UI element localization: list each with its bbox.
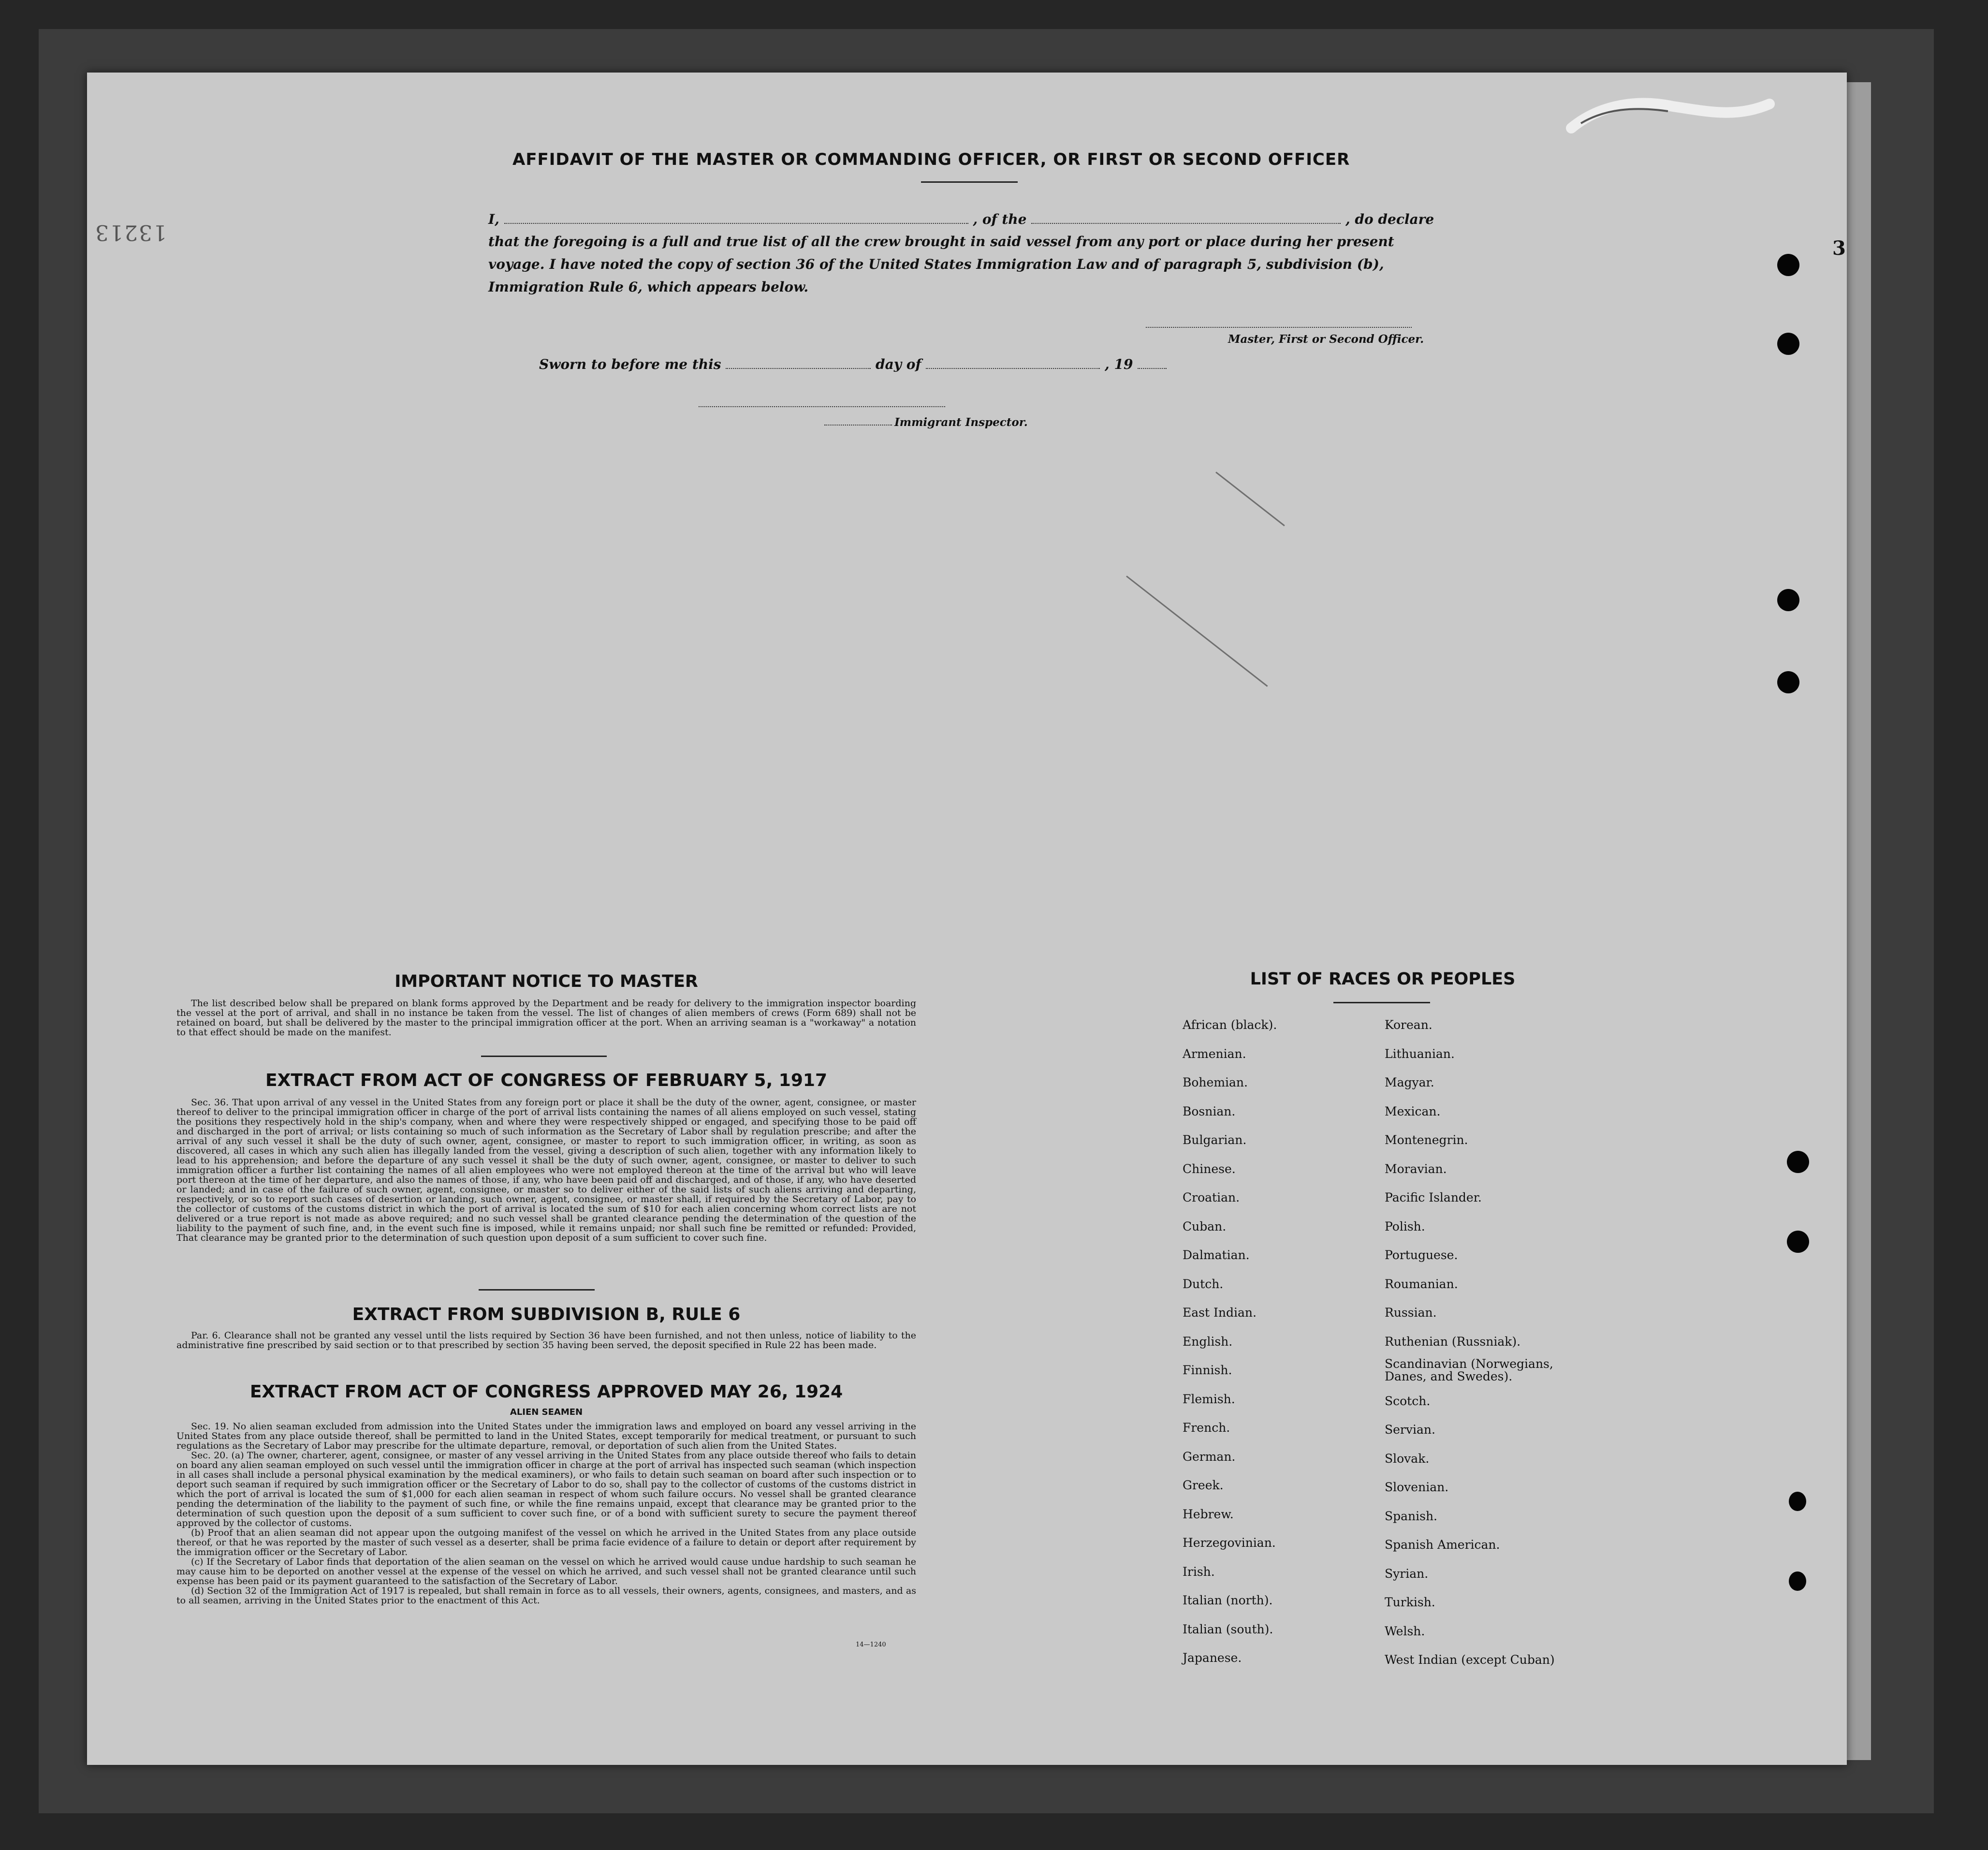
label-of-the: , of the <box>973 211 1027 227</box>
race-item: African (black). <box>1183 1018 1277 1032</box>
affidavit-title: AFFIDAVIT OF THE MASTER OR COMMANDING OFFICER, OR FIRST OR SECOND OFFICER <box>512 150 1350 169</box>
race-item: Cuban. <box>1183 1219 1227 1233</box>
race-item: Turkish. <box>1385 1595 1435 1609</box>
races-title: LIST OF RACES OR PEOPLES <box>1250 969 1516 989</box>
notice-text: The list described below shall be prepared on blank forms approved by the Department and be ready for delivery to the immigration inspector boarding the vessel at the port of arrival, and shall in no instance be taken from the vessel. The list of changes of alien members of crews (Form 689) shall not be retained on board, but shall be delivered by the master to the principal immigration officer at the port. When an arriving seaman is a "workaway" a notation to that effect should be made on the manifest. <box>176 998 916 1038</box>
race-item: Italian (south). <box>1183 1622 1273 1636</box>
race-item: Welsh. <box>1385 1624 1425 1638</box>
races-left-column <box>1183 1011 1277 1673</box>
race-item: Chinese. <box>1183 1161 1236 1176</box>
race-item: Pacific Islander. <box>1385 1190 1482 1204</box>
extract-1924-body <box>176 1422 916 1605</box>
race-item: Greek. <box>1183 1478 1224 1492</box>
race-item: Bulgarian. <box>1183 1133 1247 1147</box>
race-item: Russian. <box>1385 1306 1437 1320</box>
punch-hole <box>1789 1492 1806 1511</box>
race-item: Servian. <box>1385 1423 1435 1437</box>
race-item: Bohemian. <box>1183 1075 1248 1089</box>
race-item: Mexican. <box>1385 1104 1441 1118</box>
extract-1924-title: EXTRACT FROM ACT OF CONGRESS APPROVED MAY 26, 1924 <box>249 1382 843 1402</box>
race-item: German. <box>1183 1449 1236 1464</box>
extract-rule6-text: Par. 6. Clearance shall not be granted any vessel until the lists required by Section 36 have been furnished, and not then unless, notice of liability to the administrative fine prescribed by said section or to that prescribed by section 35 having been served, the deposit specified in Rule 22 has been made. <box>176 1330 916 1351</box>
punch-hole <box>1787 1231 1809 1253</box>
race-item: Spanish. <box>1385 1509 1438 1523</box>
inspector-signature-blank <box>699 406 945 407</box>
page-number: 3 <box>1832 237 1846 260</box>
signature-label: Master, First or Second Officer. <box>1228 333 1424 346</box>
race-item: Portuguese. <box>1385 1248 1458 1262</box>
punch-hole <box>1777 333 1799 355</box>
race-item: Irish. <box>1183 1564 1215 1579</box>
paper-tear-mark <box>1562 85 1779 138</box>
inspector-signature-blank-2 <box>824 425 892 426</box>
race-item: Bosnian. <box>1183 1104 1236 1118</box>
race-item: Magyar. <box>1385 1075 1434 1089</box>
race-item: Polish. <box>1385 1219 1425 1233</box>
punch-hole <box>1777 254 1799 276</box>
race-item: Flemish. <box>1183 1392 1235 1406</box>
race-item: French. <box>1183 1421 1230 1435</box>
year-label: , 19 <box>1105 356 1133 372</box>
form-number: 14—1240 <box>856 1641 886 1648</box>
race-item: Scotch. <box>1385 1394 1431 1408</box>
race-item: Slovenian. <box>1385 1480 1449 1494</box>
race-item: East Indian. <box>1183 1306 1257 1320</box>
race-item: Scandinavian (Norwegians, Danes, and Swedes). <box>1385 1357 1553 1383</box>
race-item: Montenegrin. <box>1385 1133 1468 1147</box>
affidavit-line-1 <box>488 211 1434 227</box>
extract-1924-paragraph: Sec. 19. No alien seaman excluded from admission into the United States under the immigration laws and employed on board any vessel arriving in the United States from any place outside thereof, shall be permitted to land in the United States, except temporarily for medical treatment, or pursuant to such regulations as the Secretary of Labor may prescribe for the ultimate departure, removal, or deportation of such alien from the United States. <box>176 1421 916 1451</box>
extract-1917-title: EXTRACT FROM ACT OF CONGRESS OF FEBRUARY 5, 1917 <box>265 1071 828 1090</box>
extract-rule6-title: EXTRACT FROM SUBDIVISION B, RULE 6 <box>352 1305 741 1324</box>
race-item: Korean. <box>1385 1018 1433 1032</box>
extract-1924-subtitle: ALIEN SEAMEN <box>510 1407 583 1417</box>
affidavit-line-3: voyage. I have noted the copy of section 36 of the United States Immigration Law and of paragraph 5, subdivision (b), <box>488 256 1384 272</box>
year-blank <box>1138 357 1167 369</box>
affidavit-line-4: Immigration Rule 6, which appears below. <box>488 279 809 295</box>
race-item: Hebrew. <box>1183 1507 1234 1521</box>
signature-blank <box>1146 327 1412 328</box>
punch-hole <box>1789 1571 1806 1591</box>
label-i: I, <box>488 211 499 227</box>
margin-stamp: 13213 <box>94 220 167 245</box>
extract-1924-paragraph: (c) If the Secretary of Labor finds that deportation of the alien seaman on the vessel on which he arrived would cause undue hardship to such seaman he may cause him to be deported on another vessel at the expense of the vessel on which he arrived, and such vessel shall not be granted clearance until such expense has been paid or its payment guaranteed to the satisfaction of the Secretary of Labor. <box>176 1556 916 1586</box>
race-item: Japanese. <box>1183 1651 1242 1665</box>
month-blank <box>926 357 1100 369</box>
divider <box>481 1056 607 1057</box>
race-item: Dutch. <box>1183 1277 1224 1291</box>
affidavit-line-2: that the foregoing is a full and true list of all the crew brought in said vessel from any port or place during her present <box>488 234 1394 250</box>
divider <box>479 1289 595 1291</box>
extract-1924-paragraph: Sec. 20. (a) The owner, charterer, agent, consignee, or master of any vessel arriving in the United States from any place outside thereof who fails to detain on board any alien seaman employed on such vessel until the immigration officer in charge at the port of arrival has inspected such seaman (which inspection in all cases shall include a personal physical examination by the medical examiners), or who fails to detain such seaman on board after such inspection or to deport such seaman if required by such immigration officer or the Secretary of Labor to do so, shall pay to the collector of customs of the customs district in which the port of arrival is located the sum of $1,000 for each alien seaman in respect of whom such failure occurs. No vessel shall be granted clearance pending the determination of the liability to the payment of such fine, or while the fine remains unpaid, except that clearance may be granted prior to the determination of such question upon the deposit of a sum sufficient to cover such fine, or of a bond with sufficient surety to secure the payment thereof approved by the collector of customs. <box>176 1450 916 1528</box>
race-item: English. <box>1183 1334 1233 1349</box>
sworn-label: Sworn to before me this <box>539 356 721 372</box>
race-item: Moravian. <box>1385 1161 1447 1176</box>
vessel-blank <box>1031 212 1341 224</box>
notice-title: IMPORTANT NOTICE TO MASTER <box>395 972 698 991</box>
race-item: Roumanian. <box>1385 1277 1458 1291</box>
inspector-label: Immigrant Inspector. <box>894 416 1028 429</box>
races-right-column <box>1385 1011 1568 1674</box>
punch-hole <box>1777 671 1799 693</box>
extract-1924-paragraph: (b) Proof that an alien seaman did not appear upon the outgoing manifest of the vessel on which he arrived in the United States from any place outside thereof, or that he was reported by the master of such vessel as a deserter, shall be prima facie evidence of a failure to detain or deport after requirement by the immigration officer or the Secretary of Labor. <box>176 1527 916 1557</box>
extract-1924-paragraph: (d) Section 32 of the Immigration Act of 1917 is repealed, but shall remain in force as to all vessels, their owners, agents, consignees, and masters, and as to all seamen, arriving in the United States prior to the enactment of this Act. <box>176 1586 916 1606</box>
divider <box>921 181 1018 183</box>
race-item: Ruthenian (Russniak). <box>1385 1334 1521 1349</box>
race-item: West Indian (except Cuban) <box>1385 1653 1555 1667</box>
extract-1917-text: Sec. 36. That upon arrival of any vessel in the United States from any foreign port or place it shall be the duty of the owner, agent, consignee, or master thereof to deliver to the principal immigration officer in charge of the port of arrival lists containing the names of all aliens employed on such vessel, stating the positions they respectively hold in the ship's company, when and where they were respectively shipped or engaged, and specifying those to be paid off and discharged in the port of arrival; or lists containing so much of such information as the Secretary of Labor shall by regulation prescribe; and after the arrival of any such vessel it shall be the duty of such owner, agent, consignee, or master to report to such immigration officer, in writing, as soon as discovered, all cases in which any such alien has illegally landed from the vessel, giving a description of such alien, together with any information likely to lead to his apprehension; and before the departure of any such vessel it shall be the duty of such owner, agent, consignee, or master to deliver to such immigration officer a further list containing the names of all alien employees who were not employed thereon at the time of the arrival but who will leave port thereon at the time of her departure, and also the names of those, if any, who have been paid off and discharged, and of those, if any, who have deserted or landed; and in case of the failure of such owner, agent, consignee, or master so to deliver either of the said lists of such aliens arriving and departing, respectively, or so to report such cases of desertion or landing, such owner, agent, consignee, or master shall, if required by the Secretary of Labor, pay to the collector of customs of the customs district in which the port of arrival is located the sum of $10 for each alien concerning whom correct lists are not delivered or a true report is not made as above required; and no such vessel shall be granted clearance pending the determination of the question of the liability to the payment of such fine, and, in the event such fine is imposed, while it remains unpaid; nor shall such fine be remitted or refunded: Provided, That clearance may be granted prior to the determination of such question upon deposit of a sum sufficient to cover such fine. <box>176 1097 916 1243</box>
race-item: Slovak. <box>1385 1451 1430 1466</box>
race-item: Italian (north). <box>1183 1593 1273 1607</box>
race-item: Spanish American. <box>1385 1538 1500 1552</box>
sworn-line <box>539 356 1167 372</box>
day-of-label: day of <box>876 356 921 372</box>
label-do-declare: , do declare <box>1345 211 1434 227</box>
punch-hole <box>1777 589 1799 611</box>
race-item: Lithuanian. <box>1385 1046 1455 1061</box>
race-item: Finnish. <box>1183 1363 1232 1377</box>
race-item: Herzegovinian. <box>1183 1536 1276 1550</box>
page-edge <box>1847 82 1871 1760</box>
day-blank <box>726 357 871 369</box>
punch-hole <box>1787 1151 1809 1173</box>
race-item: Armenian. <box>1183 1046 1246 1061</box>
name-blank <box>504 212 968 224</box>
divider <box>1333 1002 1430 1003</box>
race-item: Croatian. <box>1183 1190 1240 1204</box>
race-item: Dalmatian. <box>1183 1248 1250 1262</box>
race-item: Syrian. <box>1385 1566 1429 1581</box>
